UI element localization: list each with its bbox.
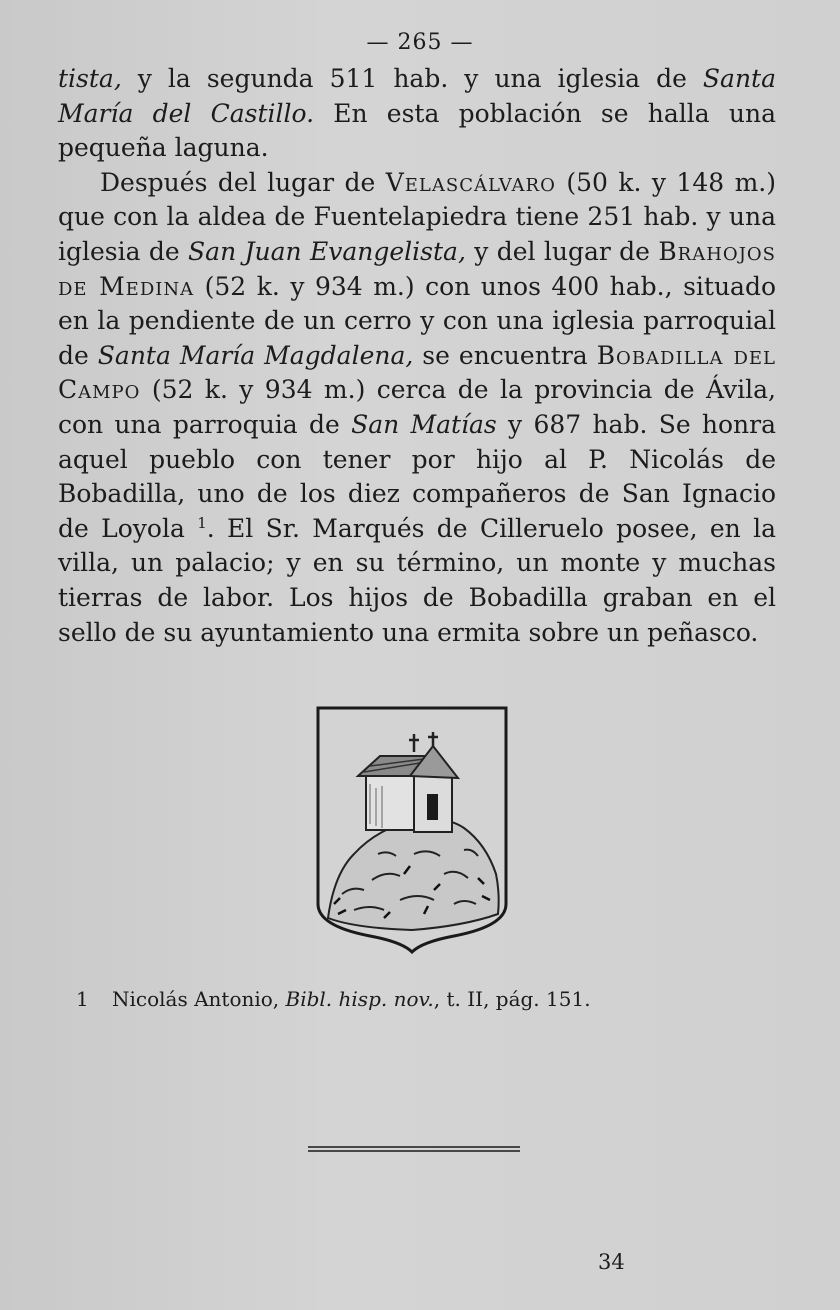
footnote <box>76 985 776 1013</box>
body-text <box>58 62 776 650</box>
page-number: 34 <box>598 1250 625 1274</box>
text-run: y del lugar de <box>465 236 659 266</box>
church-name: San Matías <box>351 409 497 439</box>
text-run: Después del lugar de <box>100 167 386 197</box>
text-run: (52 k. y 934 m.) con unos 400 hab., situado en la pendiente de un cerro y con una iglesia parroquial de <box>58 271 776 370</box>
footnote-author: Nicolás Antonio, <box>112 987 286 1011</box>
text-run: se encuentra <box>413 340 597 370</box>
church-name: Santa María del Castillo. <box>58 64 776 128</box>
divider-rule <box>308 1138 520 1146</box>
text-run: y 687 hab. Se honra aquel pueblo con tener por hijo al P. Nicolás de Bobadilla, uno de los diez compañeros de San Ignacio de Loyola <box>58 409 777 543</box>
paragraph-2 <box>58 166 776 650</box>
text-run: En esta población se halla una pequeña laguna. <box>58 98 776 163</box>
paragraph-1 <box>58 62 776 166</box>
coat-of-arms-icon <box>314 704 510 954</box>
church-name: Santa María Magdalena, <box>97 340 414 370</box>
text-run: (50 k. y 148 m.) que con la aldea de Fuentelapiedra tiene 251 hab. y una iglesia de <box>58 167 776 266</box>
text-run: y la segunda 511 hab. y una iglesia de <box>121 64 703 93</box>
footnote-title: Bibl. hisp. nov. <box>285 987 434 1011</box>
running-page-number: — 265 — <box>366 30 474 55</box>
footnote-citation: , t. II, pág. 151. <box>433 987 591 1011</box>
place-name: Bobadilla del Campo <box>58 340 776 405</box>
place-name: Brahojos de Medina <box>58 236 776 301</box>
footnote-reference[interactable]: 1 <box>197 513 207 532</box>
footnote-number: 1 <box>76 987 89 1011</box>
text-run: . El Sr. Marqués de Cilleruelo posee, en la villa, un palacio; y en su término, un monte y muchas tierras de labor. Los hijos de Bobadilla graban en el sello de su ayuntamiento una ermita sobre un peñasco. <box>58 513 776 647</box>
text-italic: tista, <box>58 64 122 93</box>
place-name: Velascálvaro <box>385 167 556 197</box>
church-name: San Juan Evangelista, <box>188 236 466 266</box>
text-run: (52 k. y 934 m.) cerca de la provincia de Ávila, con una parroquia de <box>58 375 776 439</box>
